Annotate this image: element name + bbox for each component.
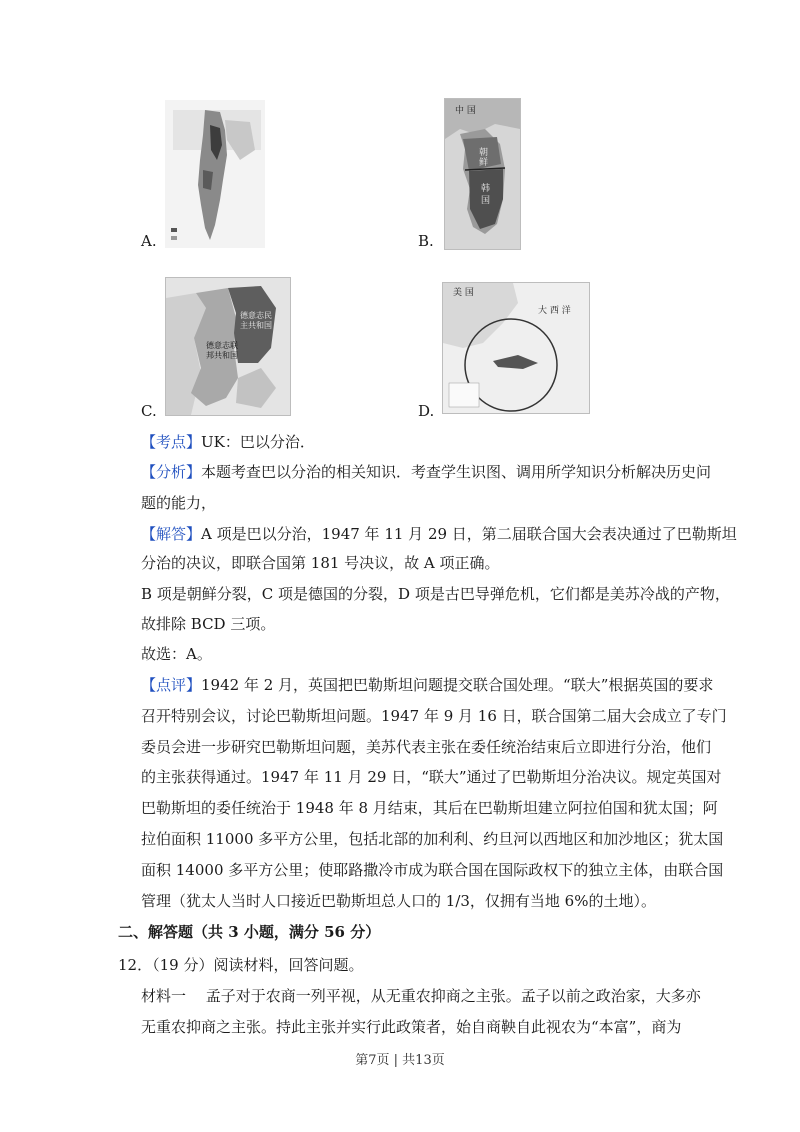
svg-text:德意志民: 德意志民 [240,311,272,320]
dianping-line-3: 委员会进一步研究巴勒斯坦问题，美苏代表主张在委任统治结束后立即进行分治，他们 [141,738,712,756]
svg-text:邦共和国: 邦共和国 [206,351,238,360]
korea-division-map [444,98,521,250]
question-12-line-2: 无重农抑商之主张。持此主张并实行此政策者，始自商鞅自此视农为“本富”，商为 [141,1018,682,1036]
dianping-line-7: 面积 14000 多平方公里；使耶路撒冷市成为联合国在国际政权下的独立主体，由联合国 [141,861,724,879]
option-c-letter: C. [141,402,157,420]
cuban-missile-crisis-map [442,282,590,414]
svg-text:美 国: 美 国 [453,288,474,298]
option-b-letter: B. [418,232,434,250]
jieda-text-1: A 项是巴以分治，1947 年 11 月 29 日，第二届联合国大会表决通过了巴勒斯坦 [201,525,737,543]
jieda-line-1 [141,524,737,544]
palestine-partition-map [165,100,265,248]
jieda-line-5: 故选：A。 [141,645,212,663]
dianping-tag: 【点评】 [141,676,202,694]
dianping-line-5: 巴勒斯坦的委任统治于 1948 年 8 月结束，其后在巴勒斯坦建立阿拉伯国和犹太国；阿 [141,799,718,817]
section-title: 二、解答题（共 3 小题，满分 56 分） [118,923,381,941]
jieda-line-2: 分治的决议，即联合国第 181 号决议，故 A 项正确。 [141,554,500,572]
option-a-letter: A. [141,232,157,250]
question-12-line-1: 材料一 孟子对于农商一列平视，从无重农抑商之主张。孟子以前之政治家，大多亦 [141,987,701,1005]
svg-text:大 西 洋: 大 西 洋 [538,306,571,316]
svg-text:国: 国 [481,196,491,206]
kaodian-text: UK：巴以分治． [201,433,315,451]
fenxi-text-1: 本题考查巴以分治的相关知识．考查学生识图、调用所学知识分析解决历史问 [201,463,712,481]
dianping-line-6: 拉伯面积 11000 多平方公里，包括北部的加利利、约旦河以西地区和加沙地区；犹太国 [141,830,724,848]
germany-division-map [165,277,291,416]
fenxi-line-2: 题的能力， [141,494,217,512]
dianping-line-1 [141,675,713,695]
jieda-line-4: 故排除 BCD 三项。 [141,615,276,633]
svg-text:德意志联: 德意志联 [206,341,238,350]
question-12-head: 12．（19 分）阅读材料，回答问题。 [118,956,364,974]
dianping-text-1: 1942 年 2 月，英国把巴勒斯坦问题提交联合国处理。“联大”根据英国的要求 [201,676,714,694]
svg-text:中 国: 中 国 [455,106,476,116]
fenxi-line-1 [141,462,711,482]
svg-text:鲜: 鲜 [479,158,489,168]
svg-text:主共和国: 主共和国 [240,321,272,330]
option-d-letter: D. [418,402,435,420]
dianping-line-4: 的主张获得通过。1947 年 11 月 29 日，“联大”通过了巴勒斯坦分治决议。规定英国对 [141,768,722,786]
svg-text:朝: 朝 [479,148,489,158]
page-footer: 第7页 | 共13页 [355,1053,445,1068]
kaodian-tag: 【考点】 [141,433,202,451]
kaodian-line [141,432,315,452]
jieda-line-3: B 项是朝鲜分裂，C 项是德国的分裂，D 项是古巴导弹危机，它们都是美苏冷战的产物， [141,585,730,603]
jieda-tag: 【解答】 [141,525,202,543]
fenxi-tag: 【分析】 [141,463,202,481]
dianping-line-8: 管理（犹太人当时人口接近巴勒斯坦总人口的 1/3，仅拥有当地 6%的土地）。 [141,892,656,910]
svg-text:韩: 韩 [481,184,491,194]
dianping-line-2: 召开特别会议，讨论巴勒斯坦问题。1947 年 9 月 16 日，联合国第二届大会成立了专门 [141,707,727,725]
